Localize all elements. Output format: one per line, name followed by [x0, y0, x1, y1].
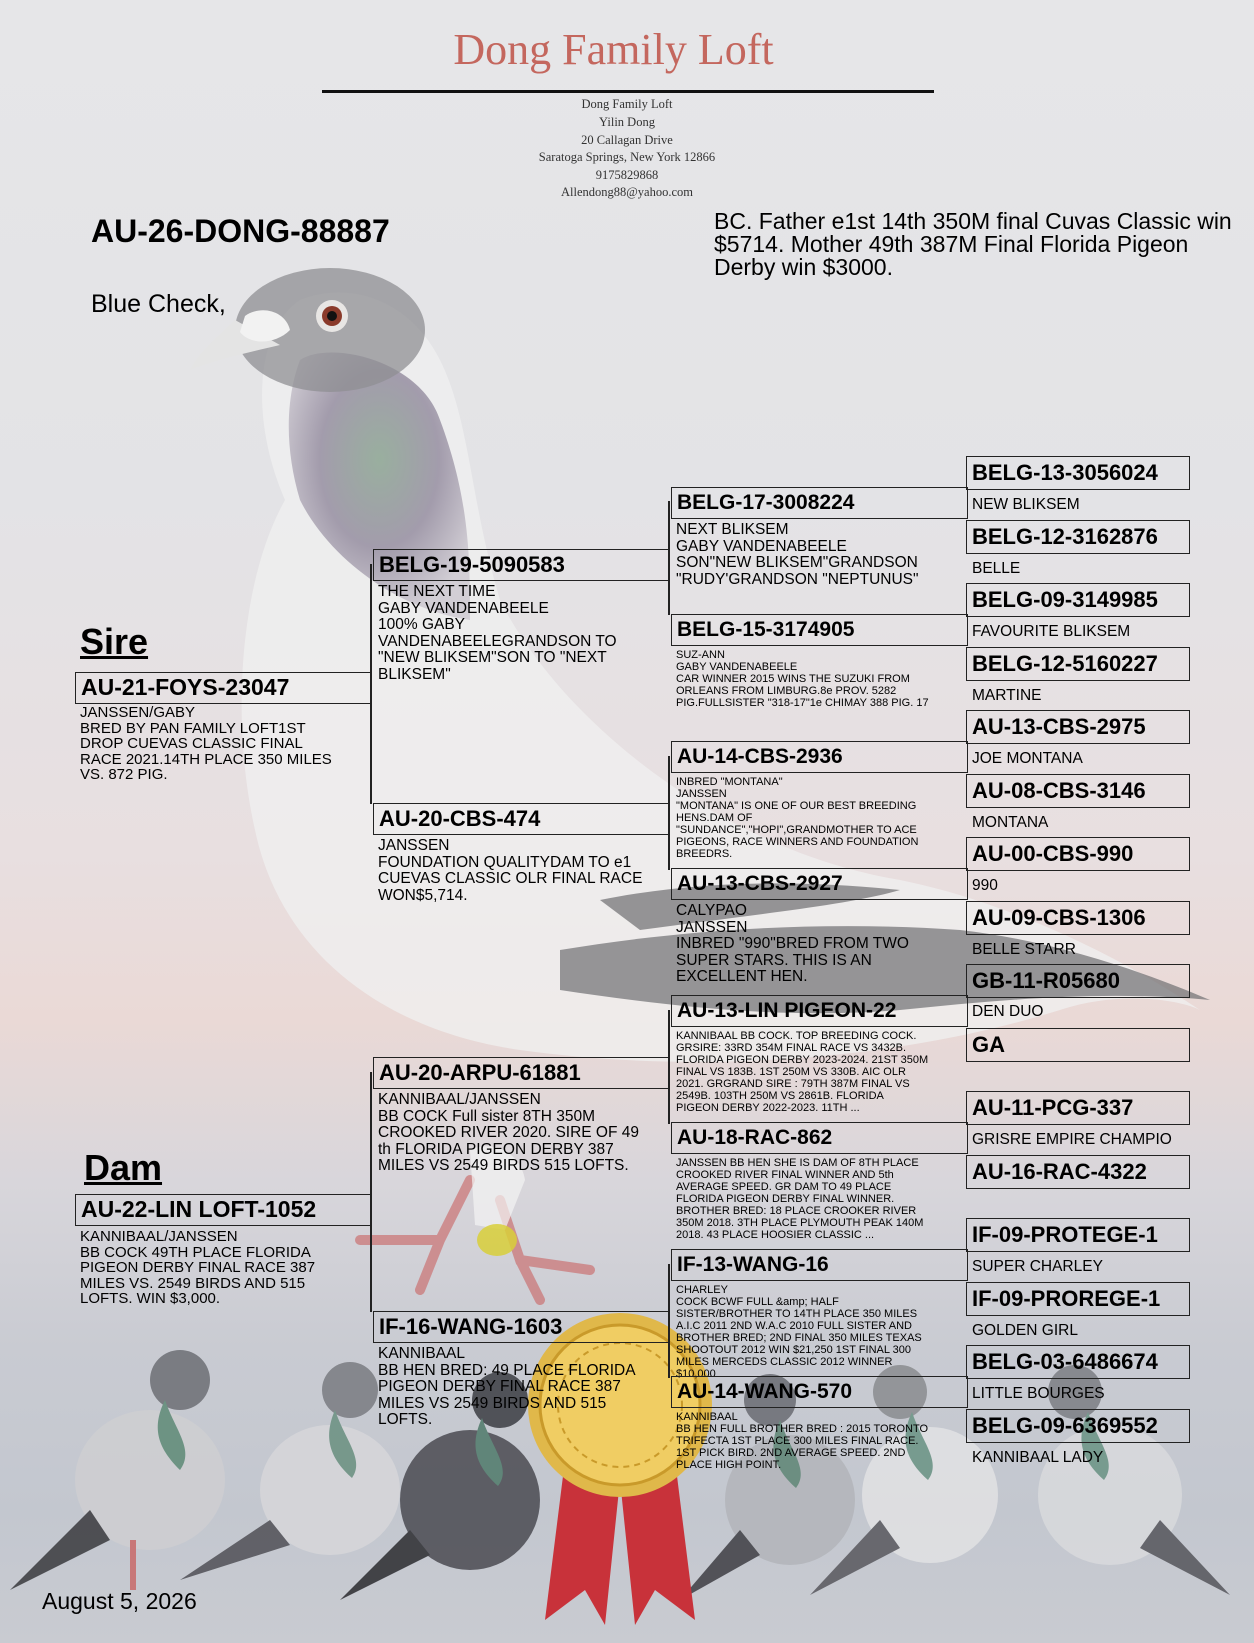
gen3-ring-box: IF-13-WANG-16 [671, 1249, 968, 1281]
gen4-name: BELLE STARR [972, 941, 1076, 958]
gen4-ring-box: IF-09-PROTEGE-1 [966, 1218, 1190, 1252]
gen4-name: GOLDEN GIRL [972, 1322, 1078, 1339]
gen3-info: KANNIBAAL BB COCK. TOP BREEDING COCK. GRSIRE: 33RD 354M FINAL RACE VS 3432B. FLORIDA PIGEON DERBY 2023-2024. 21ST 350M FINAL VS 183B. 1ST 250M VS 330B. AIC OLR 2021. GRGRAND SIRE : 79TH 387M FINAL VS 2549B. 103TH 250M VS 2861B. FLORIDA PIGEON DERBY 2022-2023. 11TH ... [676, 1030, 929, 1114]
gen4-ring-box: BELG-12-5160227 [966, 647, 1190, 681]
gen3-info: KANNIBAAL BB HEN FULL BROTHER BRED : 2015 TORONTO TRIFECTA 1ST PLACE 300 MILES FINAL RACE. 1ST PICK BIRD. 2ND AVERAGE SPEED. 2ND PLACE HIGH POINT. [676, 1411, 929, 1471]
loft-title: Dong Family Loft [453, 25, 774, 74]
dam-ring-box: AU-22-LIN LOFT-1052 [75, 1194, 371, 1226]
gen3-ring-box: AU-14-WANG-570 [671, 1376, 968, 1408]
gen3-ring-box: BELG-15-3174905 [671, 614, 968, 646]
sire-label: Sire [80, 621, 149, 662]
dam-label: Dam [84, 1147, 163, 1188]
gen3-ring-box: AU-13-CBS-2927 [671, 868, 968, 900]
gen4-name: GRISRE EMPIRE CHAMPIO [972, 1131, 1172, 1148]
gen3-info: SUZ-ANN GABY VANDENABEELE CAR WINNER 2015 WINS THE SUZUKI FROM ORLEANS FROM LIMBURG.8e PROV. 5282 PIG.FULLSISTER "318-17"1e CHIMAY 388 PIG. 17 [676, 649, 929, 709]
connector-sire [370, 564, 372, 804]
gen2-info: JANSSEN FOUNDATION QUALITYDAM TO e1 CUEVAS CLASSIC OLR FINAL RACE WON$5,714. [378, 837, 643, 904]
gen4-name: JOE MONTANA [972, 750, 1083, 767]
connector-gen2 [668, 1264, 670, 1378]
gen4-ring-box: IF-09-PROREGE-1 [966, 1282, 1190, 1316]
sire-ring-box: AU-21-FOYS-23047 [75, 672, 371, 704]
gen4-name: MARTINE [972, 687, 1042, 704]
gen4-ring-box: AU-00-CBS-990 [966, 837, 1190, 871]
gen2-info: KANNIBAAL BB HEN BRED: 49 PLACE FLORIDA PIGEON DERBY FINAL RACE 387 MILES VS 2549 BIRDS AND 515 LOFTS. [378, 1345, 636, 1428]
gen4-ring-box: AU-11-PCG-337 [966, 1091, 1190, 1125]
gen3-ring-box: AU-18-RAC-862 [671, 1122, 968, 1154]
connector-gen2 [668, 756, 670, 870]
connector-dam [370, 1072, 372, 1312]
dam-info: KANNIBAAL/JANSSEN BB COCK 49TH PLACE FLORIDA PIGEON DERBY FINAL RACE 387 MILES VS. 2549 BIRDS AND 515 LOFTS. WIN $3,000. [80, 1228, 316, 1307]
gen4-ring-box: BELG-03-6486674 [966, 1345, 1190, 1379]
gen4-name [972, 1068, 1202, 1087]
gen4-name: LITTLE BOURGES [972, 1385, 1105, 1402]
gen4-name: DEN DUO [972, 1003, 1044, 1020]
gen3-info: CALYPAO JANSSEN INBRED "990"BRED FROM TWO SUPER STARS. THIS IS AN EXCELLENT HEN. [676, 902, 909, 985]
sire-info: JANSSEN/GABY BRED BY PAN FAMILY LOFT1ST DROP CUEVAS CLASSIC FINAL RACE 2021.14TH PLACE 350 MILES VS. 872 PIG. [80, 704, 332, 783]
gen3-ring-box: BELG-17-3008224 [671, 487, 968, 519]
address-line-1: Dong Family Loft [581, 97, 673, 111]
address-line-3: 20 Callagan Drive [581, 133, 673, 147]
gen4-ring-box: AU-13-CBS-2975 [966, 710, 1190, 744]
gen4-name: NEW BLIKSEM [972, 496, 1080, 513]
gen4-ring-box: BELG-09-3149985 [966, 583, 1190, 617]
gen2-ring-box: AU-20-CBS-474 [373, 803, 670, 835]
gen2-ring-box: AU-20-ARPU-61881 [373, 1057, 670, 1089]
subject-description: BC. Father e1st 14th 350M final Cuvas Classic win $5714. Mother 49th 387M Final Florida Pigeon Derby win $3000. [714, 208, 1232, 280]
gen4-name: MONTANA [972, 814, 1049, 831]
gen4-ring-box: BELG-13-3056024 [966, 456, 1190, 490]
gen2-ring-box: BELG-19-5090583 [373, 549, 670, 581]
pedigree-date: August 5, 2026 [42, 1588, 197, 1614]
address-line-2: Yilin Dong [599, 115, 655, 129]
gen4-ring-box: AU-08-CBS-3146 [966, 774, 1190, 808]
connector-gen2 [668, 501, 670, 615]
gen4-ring-box: BELG-12-3162876 [966, 520, 1190, 554]
connector-gen2 [668, 1010, 670, 1124]
gen4-ring-box: GA [966, 1028, 1190, 1062]
gen4-name: 990 [972, 877, 998, 894]
gen2-info: KANNIBAAL/JANSSEN BB COCK Full sister 8TH 350M CROOKED RIVER 2020. SIRE OF 49 th FLORIDA PIGEON DERBY 387 MILES VS 2549 BIRDS 515 LOFTS. [378, 1091, 640, 1174]
gen4-name: SUPER CHARLEY [972, 1258, 1103, 1275]
gen3-ring-box: AU-13-LIN PIGEON-22 [671, 995, 968, 1027]
address-line-5: 9175829868 [595, 168, 659, 182]
gen2-info: THE NEXT TIME GABY VANDENABEELE 100% GABY VANDENABEELEGRANDSON TO "NEW BLIKSEM"SON TO "NEXT BLIKSEM" [378, 583, 617, 683]
subject-color: Blue Check, [91, 290, 226, 318]
gen3-info: CHARLEY COCK BCWF FULL &amp; HALF SISTER/BROTHER TO 14TH PLACE 350 MILES A.I.C 2011 2ND W.A.C 2010 FULL SISTER AND BROTHER BRED; 2ND FINAL 350 MILES TEXAS SHOOTOUT 2012 WIN $21,250 1ST FINAL 300 MILES MERCEDS CLASSIC 2012 WINNER $10,000 [676, 1284, 922, 1380]
gen4-ring-box: AU-16-RAC-4322 [966, 1155, 1190, 1189]
gen4-ring-box: AU-09-CBS-1306 [966, 901, 1190, 935]
title-divider [322, 90, 934, 93]
gen3-info: JANSSEN BB HEN SHE IS DAM OF 8TH PLACE CROOKED RIVER FINAL WINNER AND 5th AVERAGE SPEED. GR DAM TO 49 PLACE FLORIDA PIGEON DERBY FINAL WINNER. BROTHER BRED: 18 PLACE CROOKER RIVER 350M 2018. 3TH PLACE PLYMOUTH PEAK 140M 2018. 43 PLACE HOOSIER CLASSIC ... [676, 1157, 924, 1241]
subject-ring-number: AU-26-DONG-88887 [91, 213, 390, 249]
gen3-ring-box: AU-14-CBS-2936 [671, 741, 968, 773]
gen4-name: BELLE [972, 560, 1021, 577]
gen3-info: INBRED "MONTANA" JANSSEN "MONTANA" IS ONE OF OUR BEST BREEDING HENS.DAM OF "SUNDANCE","HOPI",GRANDMOTHER TO ACE PIGEONS, RACE WINNERS AND FOUNDATION BREEDRS. [676, 776, 919, 860]
gen4-ring-box: GB-11-R05680 [966, 964, 1190, 998]
gen4-name [972, 1195, 1202, 1214]
address-line-6: Allendong88@yahoo.com [561, 185, 693, 199]
gen4-ring-box: BELG-09-6369552 [966, 1409, 1190, 1443]
address-line-4: Saratoga Springs, New York 12866 [538, 150, 716, 164]
gen4-name: FAVOURITE BLIKSEM [972, 623, 1131, 640]
gen3-info: NEXT BLIKSEM GABY VANDENABEELE SON"NEW BLIKSEM"GRANDSON "RUDY'GRANDSON "NEPTUNUS" [676, 521, 919, 588]
gen4-name: KANNIBAAL LADY [972, 1449, 1104, 1466]
gen2-ring-box: IF-16-WANG-1603 [373, 1311, 670, 1343]
